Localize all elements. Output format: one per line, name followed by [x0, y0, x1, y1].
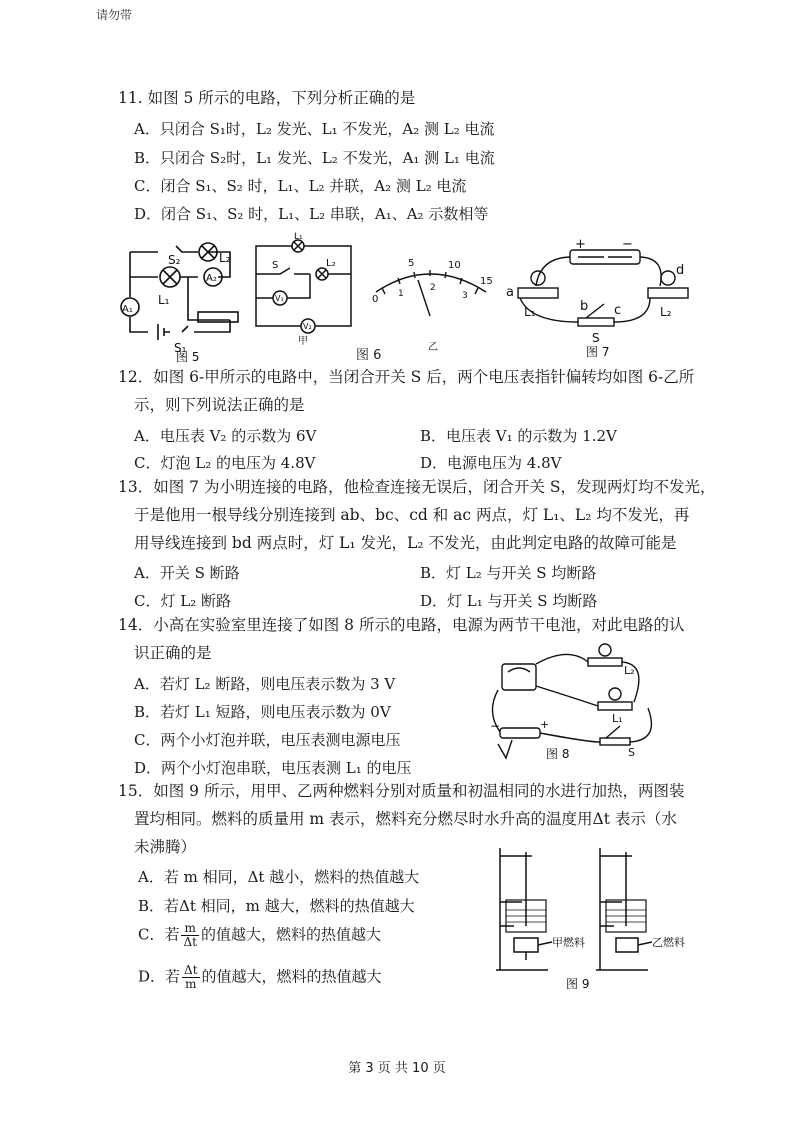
fig6-scale-2: 2: [430, 283, 436, 293]
figure-9-apparatus: [492, 842, 702, 992]
fig9-label-jia-fuel: 甲燃料: [552, 936, 585, 949]
fig6-label-s: S: [272, 260, 279, 271]
q14-option-c: C．两个小灯泡并联，电压表测电源电压: [134, 731, 401, 749]
fig8-label-s: S: [628, 746, 635, 759]
fig6-sub-jia: 甲: [298, 336, 308, 347]
fig6-caption: 图 6: [356, 348, 382, 363]
q14-option-b: B．若灯 L₁ 短路，则电压表示数为 0V: [134, 703, 391, 721]
q13-option-d: D．灯 L₁ 与开关 S 均断路: [420, 592, 598, 610]
fig8-label-l2: L₂: [624, 664, 635, 677]
fig6-scale-10: 10: [448, 260, 461, 271]
q12-option-b: B．电压表 V₁ 的示数为 1.2V: [420, 427, 617, 445]
figure-6-yi-meter: [368, 252, 498, 352]
fig6-scale-15: 15: [480, 276, 493, 287]
fig5-label-s1: S₁: [174, 341, 187, 355]
figure-7-circuit: [500, 238, 700, 358]
q15-option-c-numerator: m: [181, 922, 199, 936]
fig6-label-v1: V₁: [275, 294, 284, 303]
q11-option-d: D．闭合 S₁、S₂ 时，L₁、L₂ 串联，A₁、A₂ 示数相等: [134, 205, 489, 223]
fig6-scale-0: 0: [372, 294, 379, 305]
fig8-caption: 图 8: [546, 747, 570, 761]
q15-option-c-denominator: Δt: [183, 935, 197, 949]
fig8-label-l1: L₁: [612, 712, 623, 725]
q14-option-a: A．若灯 L₂ 断路，则电压表示数为 3 V: [134, 675, 396, 693]
q15-option-d-prefix: D．若: [138, 967, 181, 986]
q11-stem: 11. 如图 5 所示的电路，下列分析正确的是: [118, 89, 416, 107]
fig7-label-s: S: [592, 331, 600, 345]
q13-stem-line1: 13．如图 7 为小明连接的电路，他检查连接无误后，闭合开关 S，发现两灯均不发光，: [118, 478, 716, 496]
fig7-label-a: a: [506, 285, 514, 300]
q15-option-d-denominator: m: [185, 977, 197, 991]
fig5-label-l1: L₁: [158, 293, 170, 307]
figure-5-circuit: [118, 232, 248, 362]
q15-option-d-numerator: Δt: [184, 963, 198, 977]
fig5-label-a2: A₂: [206, 273, 217, 284]
q12-option-a: A．电压表 V₂ 的示数为 6V: [134, 427, 317, 445]
q15-option-d: [138, 964, 382, 991]
q14-stem-line2: 识正确的是: [134, 644, 212, 662]
q15-option-c-fraction: [181, 922, 199, 949]
fig6-label-v2: V₂: [303, 322, 312, 331]
fig6-label-l1: L₁: [294, 232, 303, 242]
q15-option-d-suffix: 的值越大，燃料的热值越大: [201, 967, 382, 986]
fig6-scale-1: 1: [398, 289, 404, 299]
q12-option-c: C．灯泡 L₂ 的电压为 4.8V: [134, 454, 316, 472]
fig8-label-minus: −: [490, 719, 501, 733]
q15-stem-line2: 置均相同。燃料的质量用 m 表示，燃料充分燃尽时水升高的温度用Δt 表示（水: [134, 810, 677, 828]
fig9-label-yi-fuel: 乙燃料: [652, 936, 685, 949]
fig6-scale-3: 3: [462, 291, 468, 301]
fig7-label-minus: −: [622, 237, 633, 252]
fig7-label-c: c: [614, 303, 622, 318]
q13-option-c: C．灯 L₂ 断路: [134, 592, 231, 610]
fig7-label-d: d: [676, 263, 685, 278]
q15-option-b: B．若Δt 相同，m 越大，燃料的热值越大: [138, 897, 415, 915]
q13-option-b: B．灯 L₂ 与开关 S 均断路: [420, 564, 597, 582]
q11-option-b: B．只闭合 S₂时，L₁ 发光、L₂ 不发光，A₁ 测 L₁ 电流: [134, 149, 495, 167]
q12-stem-line2: 示，则下列说法正确的是: [134, 396, 305, 414]
q11-option-c: C．闭合 S₁、S₂ 时，L₁、L₂ 并联，A₂ 测 L₂ 电流: [134, 177, 467, 195]
q14-stem-line1: 14．小高在实验室里连接了如图 8 所示的电路，电源为两节干电池，对此电路的认: [118, 616, 685, 634]
fig7-label-b: b: [580, 299, 589, 314]
fig7-label-l1: L₁: [524, 305, 536, 319]
q13-stem-line2: 于是他用一根导线分别连接到 ab、bc、cd 和 ac 两点，灯 L₁、L₂ 均不发光，再: [134, 506, 690, 524]
fig6-label-l2: L₂: [326, 258, 336, 269]
q12-option-d: D．电源电压为 4.8V: [420, 454, 562, 472]
q15-stem-line1: 15．如图 9 所示，用甲、乙两种燃料分别对质量和初温相同的水进行加热，两图装: [118, 782, 685, 800]
q15-option-c-prefix: C．若: [138, 925, 180, 944]
q15-stem-line3: 未沸腾）: [134, 838, 197, 856]
q11-option-a: A．只闭合 S₁时，L₂ 发光、L₁ 不发光，A₂ 测 L₂ 电流: [134, 120, 495, 138]
fig5-label-s2: S₂: [168, 253, 181, 267]
fig7-caption: 图 7: [586, 345, 610, 359]
q13-option-a: A．开关 S 断路: [134, 564, 240, 582]
q12-stem-line1: 12．如图 6-甲所示的电路中，当闭合开关 S 后，两个电压表指针偏转均如图 6-乙所: [118, 368, 695, 386]
q15-option-c: [138, 922, 381, 949]
fig5-label-a1: A₁: [122, 304, 133, 315]
figure-8-circuit: [488, 642, 678, 767]
fig6-sub-yi: 乙: [428, 342, 438, 353]
q15-option-d-fraction: [182, 964, 200, 991]
fig7-label-plus: +: [575, 237, 586, 252]
fig5-label-l2: L₂: [219, 251, 231, 265]
page-footer: 第 3 页 共 10 页: [348, 1061, 446, 1076]
fig8-label-plus: +: [540, 718, 550, 731]
q14-option-d: D．两个小灯泡串联，电压表测 L₁ 的电压: [134, 759, 412, 777]
q15-option-c-suffix: 的值越大，燃料的热值越大: [200, 925, 381, 944]
header-stamp: 请勿带: [96, 8, 133, 22]
fig7-label-l2: L₂: [660, 305, 672, 319]
figure-6-jia-circuit: [250, 232, 360, 347]
fig6-scale-5: 5: [408, 258, 415, 269]
fig5-caption: 图 5: [176, 350, 200, 364]
q13-stem-line3: 用导线连接到 bd 两点时，灯 L₁ 发光，L₂ 不发光，由此判定电路的故障可能是: [134, 534, 677, 552]
q15-option-a: A．若 m 相同，Δt 越小，燃料的热值越大: [138, 868, 420, 886]
fig9-caption: 图 9: [566, 977, 590, 991]
